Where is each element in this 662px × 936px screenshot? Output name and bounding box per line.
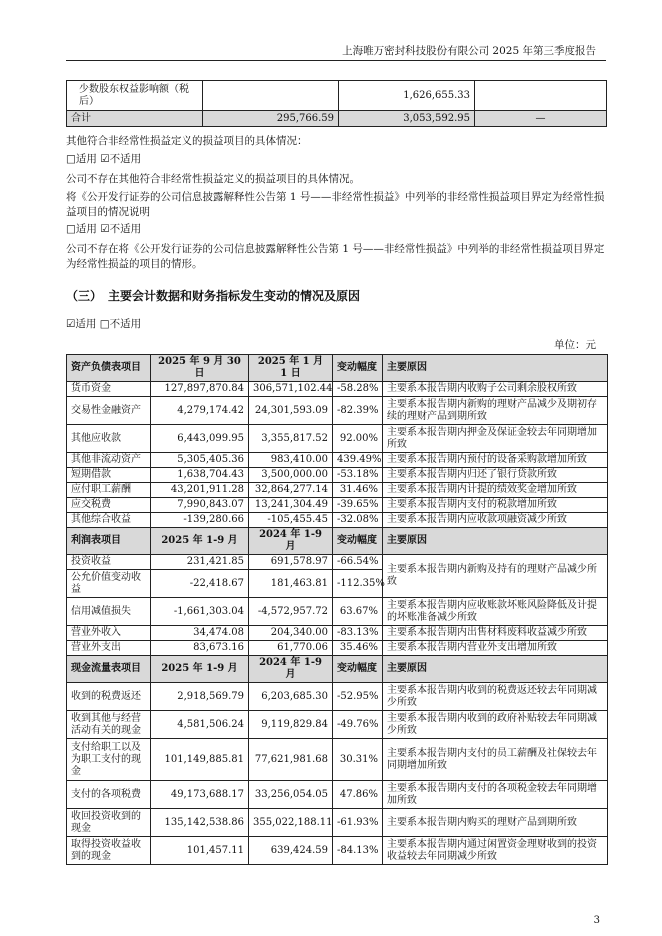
cell xyxy=(203,81,339,111)
row-label: 信用减值损失 xyxy=(67,598,151,626)
cell xyxy=(475,81,607,111)
reason: 主要系本报告期内应收款项融资减少所致 xyxy=(383,513,608,528)
change-rate: 63.67% xyxy=(333,598,383,626)
reason: 主要系本报告期内应收账款坏账风险降低及计提的坏账准备减少所致 xyxy=(383,598,608,626)
paragraph: 其他符合非经常性损益定义的损益项目的具体情况： xyxy=(66,135,308,147)
reason: 主要系本报告期内新购的理财产品减少及期初存续的理财产品到期所致 xyxy=(383,397,608,425)
change-rate: -61.93% xyxy=(333,809,383,837)
change-rate: 31.46% xyxy=(333,483,383,498)
option-line: ☑适用 □不适用 xyxy=(66,318,142,330)
change-rate: -58.28% xyxy=(333,382,383,397)
page-number: 3 xyxy=(593,915,600,926)
value-current: 34,474.08 xyxy=(151,626,249,641)
change-rate: -112.35% xyxy=(333,570,383,598)
table-row xyxy=(67,81,607,111)
row-label: 短期借款 xyxy=(67,468,151,483)
column-header: 2025 年 9 月 30 日 xyxy=(151,355,249,382)
section-heading: （三） 主要会计数据和财务指标发生变动的情况及原因 xyxy=(66,289,361,303)
value-prior: 24,301,593.09 xyxy=(249,397,333,425)
table-row xyxy=(67,781,608,809)
change-rate: -53.18% xyxy=(333,468,383,483)
table-row xyxy=(67,711,608,739)
row-label: 应交税费 xyxy=(67,498,151,513)
table-row xyxy=(67,809,608,837)
changes-table xyxy=(66,354,608,865)
value-current: 101,457.11 xyxy=(151,837,249,865)
row-label: 营业外收入 xyxy=(67,626,151,641)
value-current: 1,638,704.43 xyxy=(151,468,249,483)
column-header: 主要原因 xyxy=(383,656,608,683)
column-header: 2025 年 1-9 月 xyxy=(151,528,249,555)
change-rate: 47.86% xyxy=(333,781,383,809)
non-recurring-table xyxy=(66,80,607,127)
value-current: 2,918,569.79 xyxy=(151,683,249,711)
change-rate: 35.46% xyxy=(333,641,383,656)
table-row xyxy=(67,397,608,425)
value-prior: 306,571,102.44 xyxy=(249,382,333,397)
value-prior: 691,578.97 xyxy=(249,555,333,570)
reason: 主要系本报告期内出售材料废料收益减少所致 xyxy=(383,626,608,641)
row-label: 收回投资收到的现金 xyxy=(67,809,151,837)
cell: 1,626,655.33 xyxy=(339,81,475,111)
value-current: 4,279,174.42 xyxy=(151,397,249,425)
change-rate: -39.65% xyxy=(333,498,383,513)
row-label: 其他综合收益 xyxy=(67,513,151,528)
table-row xyxy=(67,555,608,570)
page-header: 上海唯万密封科技股份有限公司 2025 年第三季度报告 xyxy=(342,45,596,57)
value-prior: 204,340.00 xyxy=(249,626,333,641)
cell: 295,766.59 xyxy=(203,111,339,127)
table-row xyxy=(67,837,608,865)
table-row xyxy=(67,382,608,397)
value-prior: 61,770.06 xyxy=(249,641,333,656)
value-prior: 13,241,304.49 xyxy=(249,498,333,513)
table-row xyxy=(67,483,608,498)
column-header: 主要原因 xyxy=(383,528,608,555)
table-row xyxy=(67,468,608,483)
change-rate: 30.31% xyxy=(333,739,383,781)
value-prior: 6,203,685.30 xyxy=(249,683,333,711)
reason: 主要系本报告期内收到的政府补贴较去年同期减少所致 xyxy=(383,711,608,739)
table-row xyxy=(67,598,608,626)
reason: 主要系本报告期内收购子公司剩余股权所致 xyxy=(383,382,608,397)
value-current: 4,581,506.24 xyxy=(151,711,249,739)
option-line: □适用 ☑不适用 xyxy=(66,153,142,165)
reason: 主要系本报告期内支付的员工薪酬及社保较去年同期增加所致 xyxy=(383,739,608,781)
column-header: 2024 年 1-9 月 xyxy=(249,656,333,683)
change-rate: -82.39% xyxy=(333,397,383,425)
row-label: 取得投资收益收到的现金 xyxy=(67,837,151,865)
value-current: 43,201,911.28 xyxy=(151,483,249,498)
change-rate: -84.13% xyxy=(333,837,383,865)
value-prior: 181,463.81 xyxy=(249,570,333,598)
column-header: 资产负债表项目 xyxy=(67,355,151,382)
value-prior: 3,355,817.52 xyxy=(249,425,333,453)
reason: 主要系本报告期内通过闲置资金理财收到的投资收益较去年同期减少所致 xyxy=(383,837,608,865)
row-label: 应付职工薪酬 xyxy=(67,483,151,498)
table-section-header xyxy=(67,355,608,382)
value-current: 231,421.85 xyxy=(151,555,249,570)
value-current: 6,443,099.95 xyxy=(151,425,249,453)
value-current: 49,173,688.17 xyxy=(151,781,249,809)
value-current: -139,280.66 xyxy=(151,513,249,528)
value-current: 135,142,538.86 xyxy=(151,809,249,837)
column-header: 利润表项目 xyxy=(67,528,151,555)
row-label: 少数股东权益影响额（税后） xyxy=(67,81,203,111)
table-row xyxy=(67,513,608,528)
reason: 主要系本报告期内新购及持有的理财产品减少所致 xyxy=(383,555,608,598)
value-current: 7,990,843.07 xyxy=(151,498,249,513)
table-row xyxy=(67,626,608,641)
change-rate: -32.08% xyxy=(333,513,383,528)
column-header: 2024 年 1-9 月 xyxy=(249,528,333,555)
reason: 主要系本报告期内预付的设备采购款增加所致 xyxy=(383,453,608,468)
table-row xyxy=(67,683,608,711)
reason: 主要系本报告期内计提的绩效奖金增加所致 xyxy=(383,483,608,498)
change-rate: -83.13% xyxy=(333,626,383,641)
table-row xyxy=(67,498,608,513)
option-line: □适用 ☑不适用 xyxy=(66,223,142,235)
change-rate: 439.49% xyxy=(333,453,383,468)
column-header: 变动幅度 xyxy=(333,528,383,555)
unit-label: 单位：元 xyxy=(554,339,596,351)
reason: 主要系本报告期内支付的各项税金较去年同期增加所致 xyxy=(383,781,608,809)
change-rate: -49.76% xyxy=(333,711,383,739)
value-prior: 639,424.59 xyxy=(249,837,333,865)
value-prior: -4,572,957.72 xyxy=(249,598,333,626)
table-row xyxy=(67,641,608,656)
column-header: 2025 年 1 月 1 日 xyxy=(249,355,333,382)
row-label: 收到其他与经营活动有关的现金 xyxy=(67,711,151,739)
row-label: 货币资金 xyxy=(67,382,151,397)
value-prior: 355,022,188.11 xyxy=(249,809,333,837)
value-current: -22,418.67 xyxy=(151,570,249,598)
value-prior: 983,410.00 xyxy=(249,453,333,468)
row-label: 公允价值变动收益 xyxy=(67,570,151,598)
paragraph: 公司不存在将《公开发行证券的公司信息披露解释性公告第 1 号——非经常性损益》中列举的非经常性损益项目界定为经常性损益的项目的情形。 xyxy=(66,243,605,270)
row-label: 支付的各项税费 xyxy=(67,781,151,809)
reason: 主要系本报告期内归还了银行贷款所致 xyxy=(383,468,608,483)
column-header: 变动幅度 xyxy=(333,656,383,683)
row-label: 其他非流动资产 xyxy=(67,453,151,468)
row-label: 合计 xyxy=(67,111,203,127)
column-header: 2025 年 1-9 月 xyxy=(151,656,249,683)
table-row xyxy=(67,739,608,781)
change-rate: -66.54% xyxy=(333,555,383,570)
table-section-header xyxy=(67,528,608,555)
reason: 主要系本报告期内支付的税款增加所致 xyxy=(383,498,608,513)
column-header: 主要原因 xyxy=(383,355,608,382)
table-section-header xyxy=(67,656,608,683)
table-row xyxy=(67,425,608,453)
reason: 主要系本报告期内购买的理财产品到期所致 xyxy=(383,809,608,837)
column-header: 变动幅度 xyxy=(333,355,383,382)
value-current: 101,149,885.81 xyxy=(151,739,249,781)
value-prior: 33,256,054.05 xyxy=(249,781,333,809)
value-current: 127,897,870.84 xyxy=(151,382,249,397)
reason: 主要系本报告期内押金及保证金较去年同期增加所致 xyxy=(383,425,608,453)
row-label: 其他应收款 xyxy=(67,425,151,453)
value-current: -1,661,303.04 xyxy=(151,598,249,626)
change-rate: 92.00% xyxy=(333,425,383,453)
cell: 3,053,592.95 xyxy=(339,111,475,127)
reason: 主要系本报告期内收到的税费返还较去年同期减少所致 xyxy=(383,683,608,711)
reason: 主要系本报告期内营业外支出增加所致 xyxy=(383,641,608,656)
value-prior: 32,864,277.14 xyxy=(249,483,333,498)
value-prior: -105,455.45 xyxy=(249,513,333,528)
column-header: 现金流量表项目 xyxy=(67,656,151,683)
row-label: 支付给职工以及为职工支付的现金 xyxy=(67,739,151,781)
value-current: 83,673.16 xyxy=(151,641,249,656)
header-divider xyxy=(66,60,606,61)
table-row-total xyxy=(67,111,607,127)
value-current: 5,305,405.36 xyxy=(151,453,249,468)
row-label: 营业外支出 xyxy=(67,641,151,656)
row-label: 收到的税费返还 xyxy=(67,683,151,711)
value-prior: 9,119,829.84 xyxy=(249,711,333,739)
value-prior: 77,621,981.68 xyxy=(249,739,333,781)
paragraph: 将《公开发行证券的公司信息披露解释性公告第 1 号——非经常性损益》中列举的非经常性损益项目界定为经常性损益项目的情况说明 xyxy=(66,191,605,218)
value-prior: 3,500,000.00 xyxy=(249,468,333,483)
paragraph: 公司不存在其他符合非经常性损益定义的损益项目的具体情况。 xyxy=(66,173,360,185)
row-label: 投资收益 xyxy=(67,555,151,570)
row-label: 交易性金融资产 xyxy=(67,397,151,425)
cell: — xyxy=(475,111,607,127)
change-rate: -52.95% xyxy=(333,683,383,711)
table-row xyxy=(67,453,608,468)
